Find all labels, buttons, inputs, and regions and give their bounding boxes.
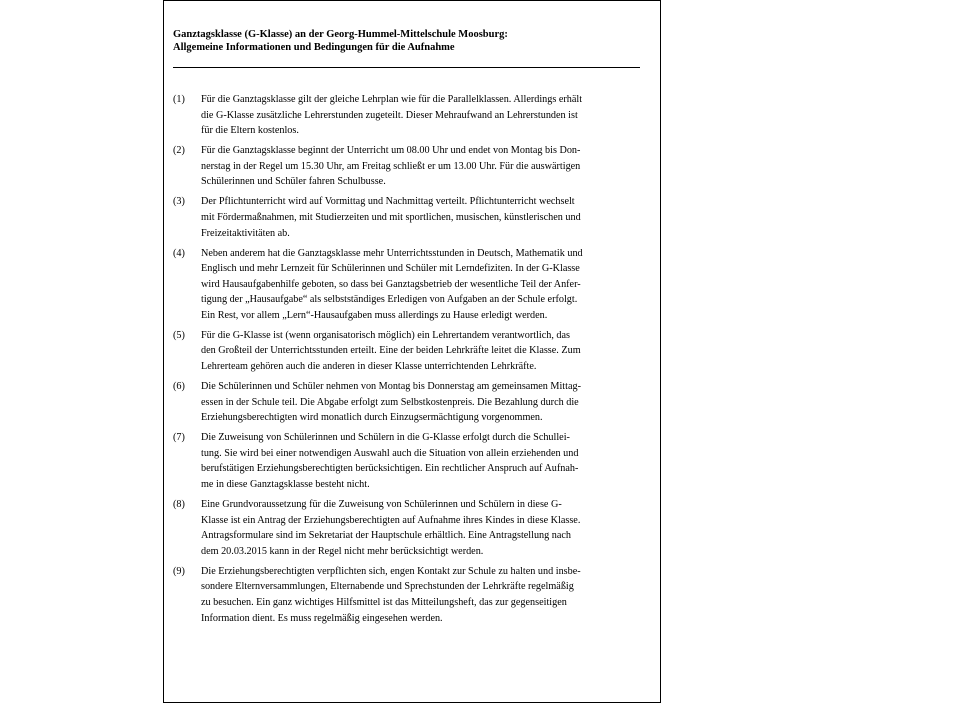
item-text: Für die G-Klasse ist (wenn organisatorisch möglich) ein Lehrertandem verantwortlich, das den Großteil der Unterrichtsstunden erteilt. Eine der beiden Lehrkräfte leitet die Klasse. Zum Lehrerteam gehören auch die anderen in dieser Klasse unterrichtenden Lehrkräfte.: [201, 329, 581, 373]
item-text: Die Zuweisung von Schülerinnen und Schülern in die G-Klasse erfolgt durch die Schullei- tung. Sie wird bei einer notwendigen Auswahl auch die Situation von allein erziehenden und berufstätigen Erziehungsberechtigten berücksichtigen. Ein rechtlicher Anspruch auf Aufnah- me in diese Ganztagsklasse besteht nicht.: [201, 432, 579, 490]
title-line-2: Allgemeine Informationen und Bedingungen für die Aufnahme: [173, 42, 455, 53]
item-number: (9): [173, 565, 185, 577]
item-text: Für die Ganztagsklasse beginnt der Unterricht um 08.00 Uhr und endet von Montag bis Don- nerstag in der Regel um 15.30 Uhr, am Freitag schließt er um 13.00 Uhr. Für die auswärtigen Schülerinnen und Schüler fahren Schulbusse.: [201, 145, 581, 188]
item-text: Die Erziehungsberechtigten verpflichten sich, engen Kontakt zur Schule zu halten und insbe- sondere Elternversammlungen, Elternabende und Sprechstunden der Lehrkräfte regelmäßig zu besuchen. Ein ganz wichtiges Hilfsmittel ist das Mitteilungsheft, das zur gegenseitigen Information dient. Es muss regelmäßig eingesehen werden.: [201, 565, 581, 624]
list-item: [173, 194, 653, 241]
document-title: [173, 28, 643, 54]
list-item: [173, 92, 653, 139]
item-number: (4): [173, 247, 185, 259]
list-item: [173, 143, 653, 190]
list-item: [173, 564, 653, 626]
item-text: Der Pflichtunterricht wird auf Vormittag und Nachmittag verteilt. Pflichtunterricht wechselt mit Fördermaßnahmen, mit Studierzeiten und mit sportlichen, musischen, künstlerischen und Freizeitaktivitäten ab.: [201, 196, 581, 239]
item-number: (5): [173, 329, 185, 341]
item-number: (8): [173, 498, 185, 510]
conditions-list: [173, 92, 653, 631]
item-number: (7): [173, 432, 185, 444]
item-number: (3): [173, 196, 185, 208]
item-text: Neben anderem hat die Ganztagsklasse mehr Unterrichtsstunden in Deutsch, Mathematik und Englisch und mehr Lernzeit für Schülerinnen und Schüler mit Lerndefiziten. In der G-Klasse wird Hausaufgabenhilfe geboten, so dass bei Ganztagsbetrieb der wesentliche Teil der Anfer- tigung der „Hausaufgabe“ als selbstständiges Erledigen von Aufgaben an der Schule erfolgt. Ein Rest, vor allem „Lern“-Hausaufgaben muss allerdings zu Hause erledigt werden.: [201, 247, 583, 321]
title-divider: [173, 67, 640, 68]
item-number: (2): [173, 145, 185, 157]
item-number: (6): [173, 381, 185, 393]
list-item: [173, 430, 653, 492]
list-item: [173, 379, 653, 426]
document-page: [163, 0, 661, 703]
item-text: Eine Grundvoraussetzung für die Zuweisung von Schülerinnen und Schülern in diese G- Klasse ist ein Antrag der Erziehungsberechtigten auf Aufnahme ihres Kindes in diese Klasse. Antragsformulare sind im Sekretariat der Hauptschule erhältlich. Eine Antragstellung nach dem 20.03.2015 kann in der Regel nicht mehr berücksichtigt werden.: [201, 498, 581, 557]
list-item: [173, 328, 653, 375]
list-item: [173, 497, 653, 559]
item-text: Für die Ganztagsklasse gilt der gleiche Lehrplan wie für die Parallelklassen. Allerdings erhält die G-Klasse zusätzliche Lehrerstunden zugeteilt. Dieser Mehraufwand an Lehrerstunden ist für die Eltern kostenlos.: [201, 94, 583, 137]
item-number: (1): [173, 94, 185, 105]
list-item: [173, 246, 653, 324]
item-text: Die Schülerinnen und Schüler nehmen von Montag bis Donnerstag am gemeinsamen Mittag- essen in der Schule teil. Die Abgabe erfolgt zum Selbstkostenpreis. Die Bezahlung durch die Erziehungsberechtigten wird monatlich durch Einzugsermächtigung vorgenommen.: [201, 381, 581, 424]
title-line-1: Ganztagsklasse (G-Klasse) an der Georg-Hummel-Mittelschule Moosburg:: [173, 29, 508, 40]
